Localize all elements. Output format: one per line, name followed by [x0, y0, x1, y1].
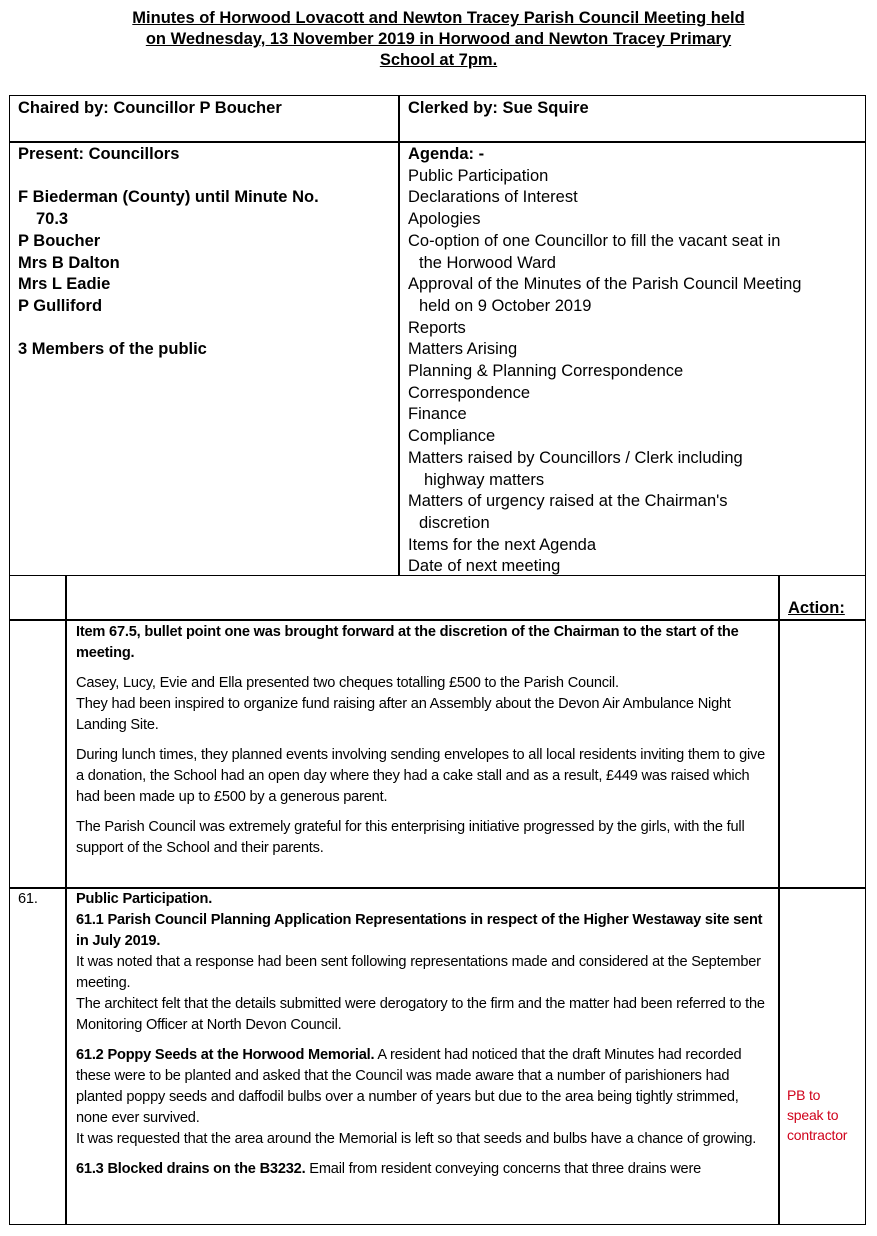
subsection-paragraph: It was noted that a response had been sent following representations made and considered at the September meeting. — [76, 954, 761, 991]
agenda-item: held on 9 October 2019 — [419, 296, 592, 315]
minutes-action-column-divider — [778, 575, 780, 1225]
agenda-item: Co-option of one Councillor to fill the vacant seat in — [408, 231, 781, 250]
minute-number: 61. — [18, 891, 38, 907]
intro-paragraph: During lunch times, they planned events involving sending envelopes to all local residents inviting them to give a donation, the School had an open day where they had a cake stall and as a result, £449 was raised which had been made up to £500 by a generous parent. — [76, 747, 766, 805]
agenda-item: highway matters — [424, 470, 545, 489]
agenda-item: Reports — [408, 318, 466, 337]
intro-paragraph: They had been inspired to organize fund raising after an Assembly about the Devon Air Ambulance Night Landing Site. — [76, 696, 731, 733]
chaired-by: Chaired by: Councillor P Boucher — [18, 99, 282, 117]
intro-item — [76, 622, 774, 859]
present-list — [18, 144, 393, 361]
intro-paragraph: Casey, Lucy, Evie and Ella presented two cheques totalling £500 to the Parish Council. — [76, 675, 619, 691]
subsection-text: Email from resident conveying concerns that three drains were — [305, 1161, 702, 1177]
present-name: Mrs B Dalton — [18, 253, 120, 272]
agenda-item: discretion — [419, 513, 490, 532]
agenda-item: Matters of urgency raised at the Chairman's — [408, 492, 728, 511]
subsection-paragraph: The architect felt that the details submitted were derogatory to the firm and the matter had been referred to the Monitoring Officer at North Devon Council. — [76, 996, 765, 1033]
present-name: P Gulliford — [18, 296, 103, 315]
subsection-heading: 61.2 Poppy Seeds at the Horwood Memorial. — [76, 1047, 375, 1063]
agenda-heading: Agenda: - — [408, 145, 485, 163]
subsection-heading: 61.1 Parish Council Planning Application Representations in respect of the Higher Westaway site sent in July 2019. — [76, 912, 763, 949]
agenda-item: Public Participation — [408, 166, 549, 185]
agenda-item: Approval of the Minutes of the Parish Council Meeting — [408, 275, 802, 294]
title-line-3: School at 7pm. — [379, 51, 498, 69]
action-column-header: Action: — [788, 599, 845, 617]
minute-heading: Public Participation. — [76, 891, 213, 907]
present-name: 70.3 — [36, 210, 69, 229]
header-table-row-divider — [9, 141, 866, 143]
subsection-paragraph — [76, 1045, 774, 1129]
agenda-item: Planning & Planning Correspondence — [408, 362, 684, 381]
title-line-1: Minutes of Horwood Lovacott and Newton Tracey Parish Council Meeting held — [132, 9, 745, 27]
present-name: Mrs L Eadie — [18, 275, 111, 294]
agenda-item: Matters raised by Councillors / Clerk including — [408, 448, 743, 467]
agenda-item: Matters Arising — [408, 340, 518, 359]
subsection-paragraph — [76, 1159, 774, 1180]
subsection-text: A resident had noticed that the draft Minutes had recorded these were to be planted and asked that the Council was made aware that a number of parishioners had planted poppy seeds and daffodil bulbs over a number of years but due to the area being tightly strimmed, none ever survived. — [76, 1047, 742, 1126]
minutes-title — [60, 8, 817, 71]
agenda-item: Compliance — [408, 427, 496, 446]
present-heading: Present: Councillors — [18, 145, 180, 163]
agenda-item: Date of next meeting — [408, 557, 561, 576]
intro-heading: Item 67.5, bullet point one was brought forward at the discretion of the Chairman to the start of the meeting. — [76, 624, 739, 661]
agenda-item: Apologies — [408, 210, 481, 229]
subsection-paragraph: It was requested that the area around the Memorial is left so that seeds and bulbs have a chance of growing. — [76, 1131, 757, 1147]
intro-paragraph: The Parish Council was extremely grateful for this enterprising initiative progressed by the girls, with the full support of the School and their parents. — [76, 819, 745, 856]
agenda-item: Finance — [408, 405, 467, 424]
subsection-heading: 61.3 Blocked drains on the B3232. — [76, 1161, 306, 1177]
header-table-divider — [398, 95, 400, 576]
minute-61 — [76, 889, 774, 1180]
action-note: PB to speak to contractor — [787, 1087, 848, 1143]
agenda-item: Correspondence — [408, 383, 530, 402]
agenda-item: the Horwood Ward — [419, 253, 556, 272]
minutes-header-row-divider — [9, 619, 866, 621]
clerked-by: Clerked by: Sue Squire — [408, 99, 589, 117]
agenda-item: Declarations of Interest — [408, 188, 578, 207]
present-name: F Biederman (County) until Minute No. — [18, 188, 319, 207]
public-count: 3 Members of the public — [18, 340, 207, 359]
agenda-list — [408, 144, 863, 578]
title-line-2: on Wednesday, 13 November 2019 in Horwood and Newton Tracey Primary — [145, 30, 732, 48]
minutes-number-column-divider — [65, 575, 67, 1225]
present-name: P Boucher — [18, 231, 101, 250]
agenda-item: Items for the next Agenda — [408, 535, 597, 554]
